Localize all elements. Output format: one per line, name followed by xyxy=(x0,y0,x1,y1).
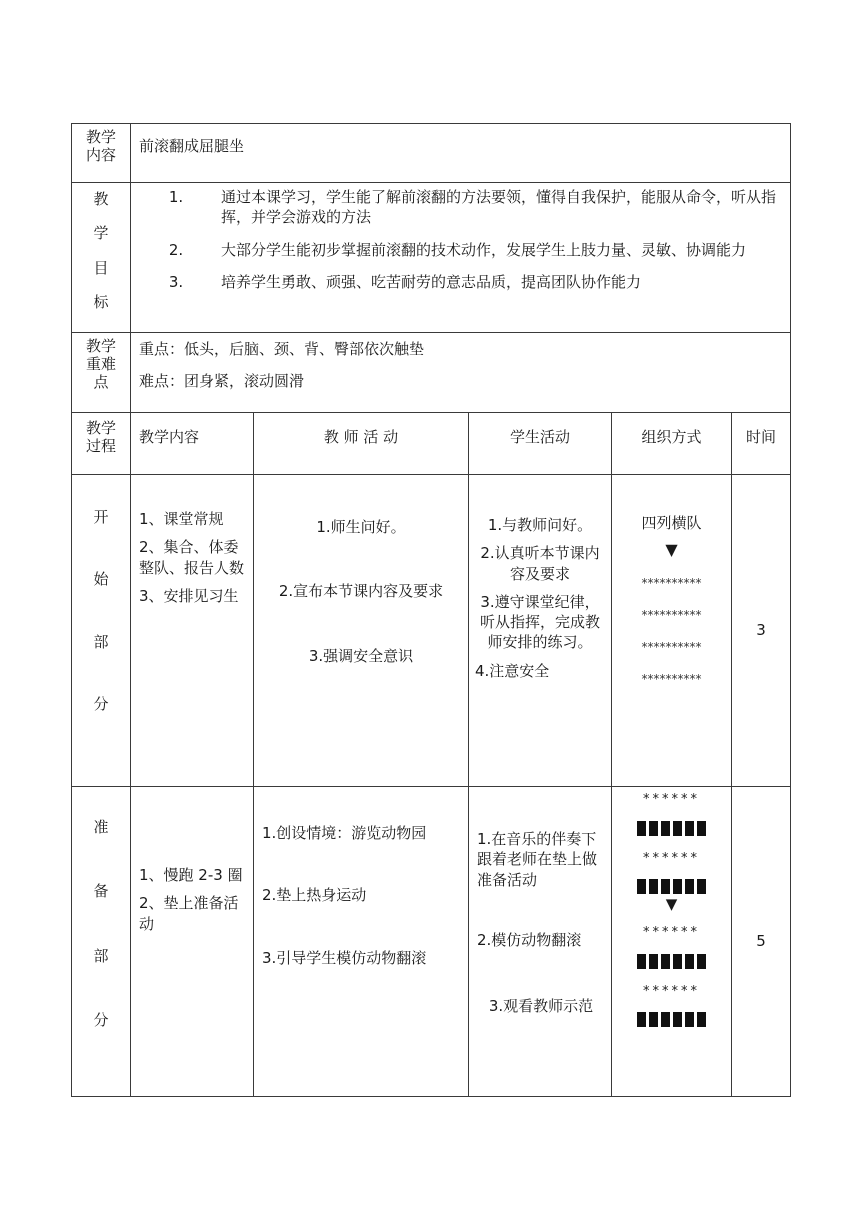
content-row xyxy=(72,124,791,183)
formation-row: ********** xyxy=(641,640,702,655)
start-part-row xyxy=(72,475,791,787)
formation-row: ********** xyxy=(641,608,702,623)
objective-text: 大部分学生能初步掌握前滚翻的技术动作，发展学生上肢力量、灵敏、协调能力 xyxy=(221,240,747,259)
mat-icon xyxy=(649,821,658,836)
prep-part-label xyxy=(72,787,131,1097)
content-value: 前滚翻成屈腿坐 xyxy=(131,124,791,183)
start-teacher xyxy=(254,475,469,787)
start-teacher-item: 3.强调安全意识 xyxy=(308,646,414,665)
prep-label-char: 备 xyxy=(93,882,109,901)
header-teacher: 教 师 活 动 xyxy=(254,413,469,475)
lesson-plan-table xyxy=(71,123,791,1097)
mat-icon xyxy=(637,954,646,969)
prep-label-char: 部 xyxy=(93,946,109,965)
content-label-line1: 教学 xyxy=(85,128,116,146)
header-content: 教学内容 xyxy=(131,413,254,475)
start-label-char: 分 xyxy=(93,694,109,713)
objective-number: 2. xyxy=(168,240,184,259)
prep-content-item: 2、垫上准备活动 xyxy=(139,894,239,933)
mat-icon xyxy=(673,879,682,894)
prep-teacher xyxy=(254,787,469,1097)
start-formation xyxy=(612,475,732,787)
mat-icon xyxy=(661,954,670,969)
prep-student-item: 3.观看教师示范 xyxy=(488,997,594,1015)
start-content xyxy=(131,475,254,787)
prep-student-item: 2.模仿动物翻滚 xyxy=(477,930,582,949)
start-label-char: 始 xyxy=(93,570,109,589)
key-points-label-line: 重难 xyxy=(85,355,116,373)
prep-teacher-item: 2.垫上热身运动 xyxy=(262,886,367,905)
difficulty-text: 难点：团身紧，滚动圆滑 xyxy=(139,372,305,391)
prep-teacher-item: 3.引导学生模仿动物翻滚 xyxy=(262,948,427,967)
start-student xyxy=(469,475,612,787)
mat-icon xyxy=(685,821,694,836)
mat-icon xyxy=(637,1012,646,1027)
mat-icon xyxy=(637,879,646,894)
formation-arrow-icon: ▼ xyxy=(665,540,678,560)
start-label-char: 部 xyxy=(93,632,109,651)
formation-star-row: ****** xyxy=(643,792,700,807)
mat-row xyxy=(612,954,731,969)
mat-row xyxy=(612,1012,731,1027)
mat-icon xyxy=(649,954,658,969)
mat-icon xyxy=(661,821,670,836)
objective-number: 1. xyxy=(168,188,184,206)
objectives-label-char: 教 xyxy=(93,190,109,208)
mat-row xyxy=(612,879,731,894)
prep-content xyxy=(131,787,254,1097)
mat-icon xyxy=(697,1012,706,1027)
mat-icon xyxy=(697,821,706,836)
process-header-row xyxy=(72,413,791,475)
key-points-label-line: 点 xyxy=(93,373,109,391)
formation-star-row: ****** xyxy=(643,850,700,866)
process-label xyxy=(72,413,131,475)
key-points-label-line: 教学 xyxy=(85,337,116,355)
process-label-line: 过程 xyxy=(85,437,116,455)
objective-item xyxy=(131,240,782,260)
formation-arrow-icon: ▼ xyxy=(665,895,678,914)
start-time: 3 xyxy=(732,475,791,787)
header-organization: 组织方式 xyxy=(612,413,732,475)
objective-text: 培养学生勇敢、顽强、吃苦耐劳的意志品质，提高团队协作能力 xyxy=(221,272,642,291)
prep-time: 5 xyxy=(732,787,791,1097)
key-points-cell xyxy=(131,333,791,413)
formation-row: ********** xyxy=(641,575,702,590)
mat-icon xyxy=(649,879,658,894)
formation-row: ********** xyxy=(641,672,702,687)
key-point-text: 重点：低头，后脑、颈、背、臀部依次触垫 xyxy=(139,340,425,358)
start-teacher-item: 1.师生问好。 xyxy=(316,518,406,536)
mat-icon xyxy=(697,879,706,894)
mat-icon xyxy=(673,954,682,969)
objective-item xyxy=(131,187,782,228)
prep-label-char: 准 xyxy=(93,818,109,836)
objectives-label-char: 学 xyxy=(93,224,109,243)
start-student-item: 1.与教师问好。 xyxy=(487,516,593,534)
formation-star-row: ****** xyxy=(643,925,700,941)
start-student-item: 3.遵守课堂纪律，听从指挥，完成教师安排的练习。 xyxy=(479,592,600,652)
start-part-label xyxy=(72,475,131,787)
mat-icon xyxy=(661,1012,670,1027)
start-content-item: 2、集合、体委整队、报告人数 xyxy=(139,538,245,577)
mat-icon xyxy=(637,821,646,836)
start-teacher-item: 2.宣布本节课内容及要求 xyxy=(278,582,444,601)
mat-icon xyxy=(697,954,706,969)
formation-star-row: ****** xyxy=(643,983,700,999)
start-content-item: 3、安排见习生 xyxy=(139,586,239,605)
formation-title: 四列横队 xyxy=(641,514,702,532)
mat-icon xyxy=(649,1012,658,1027)
mat-icon xyxy=(673,821,682,836)
objective-text: 通过本课学习，学生能了解前滚翻的方法要领，懂得自我保护，能服从命令，听从指挥，并学会游戏的方法 xyxy=(221,188,777,227)
mat-icon xyxy=(685,879,694,894)
mat-row xyxy=(612,821,731,836)
header-student: 学生活动 xyxy=(469,413,612,475)
prep-content-item: 1、慢跑 2-3 圈 xyxy=(139,866,243,884)
start-content-item: 1、课堂常规 xyxy=(139,510,224,528)
start-student-item: 4.注意安全 xyxy=(475,661,550,680)
prep-label-char: 分 xyxy=(93,1010,109,1029)
prep-part-row xyxy=(72,787,791,1097)
objective-number: 3. xyxy=(168,272,184,291)
objective-item xyxy=(131,272,782,292)
mat-icon xyxy=(685,1012,694,1027)
content-label xyxy=(72,124,131,183)
header-time: 时间 xyxy=(732,413,791,475)
mat-icon xyxy=(661,879,670,894)
mat-icon xyxy=(685,954,694,969)
prep-student xyxy=(469,787,612,1097)
objectives-cell xyxy=(131,183,791,333)
content-label-line2: 内容 xyxy=(85,146,116,164)
prep-teacher-item: 1.创设情境：游览动物园 xyxy=(262,824,427,842)
objectives-label-char: 标 xyxy=(93,292,109,311)
objectives-list xyxy=(131,183,790,292)
prep-student-item: 1.在音乐的伴奏下跟着老师在垫上做准备活动 xyxy=(477,830,598,889)
prep-formation xyxy=(612,787,732,1097)
objectives-label xyxy=(72,183,131,333)
start-student-item: 2.认真听本节课内容及要求 xyxy=(480,544,600,583)
start-label-char: 开 xyxy=(93,508,109,526)
objectives-label-char: 目 xyxy=(93,258,109,277)
process-label-line: 教学 xyxy=(85,419,116,437)
objectives-row xyxy=(72,183,791,333)
key-points-label xyxy=(72,333,131,413)
mat-icon xyxy=(673,1012,682,1027)
key-points-row xyxy=(72,333,791,413)
